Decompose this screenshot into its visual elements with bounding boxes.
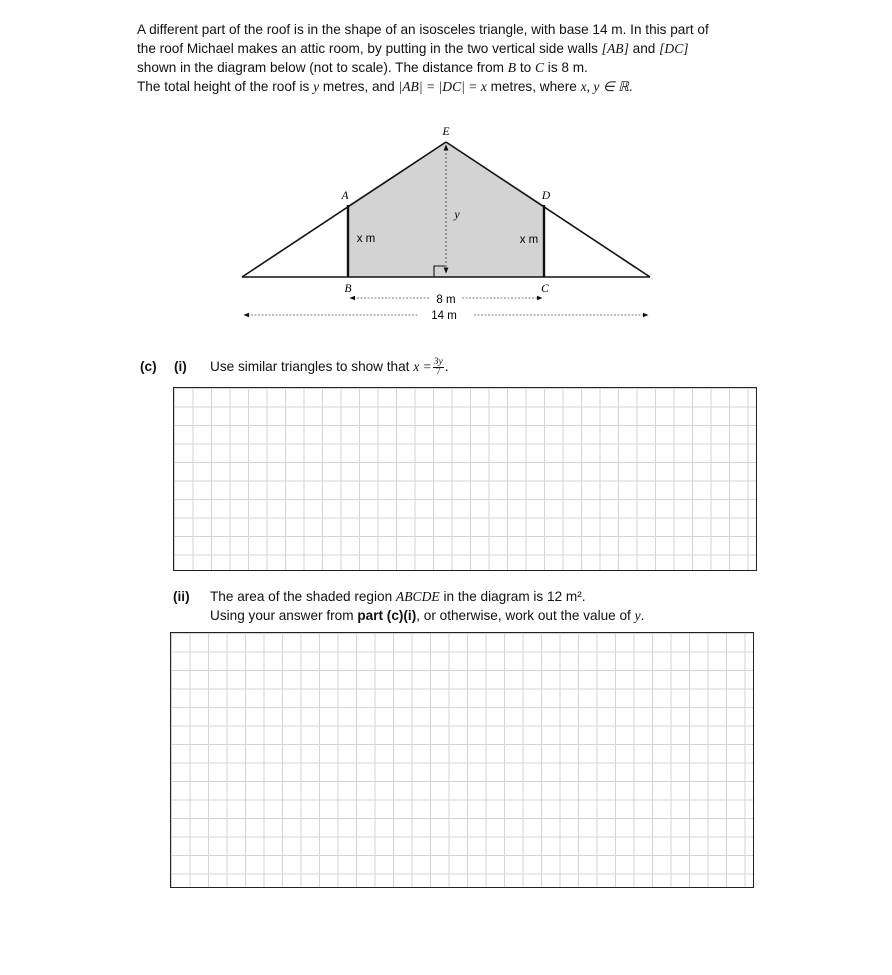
label-a: A xyxy=(341,190,349,202)
label-c: (c) xyxy=(140,359,157,374)
question-c-ii-line-2 xyxy=(210,606,644,625)
intro-line-4-text: The total height of the roof is xyxy=(137,79,314,94)
question-c-ii-line-2-rest: , or otherwise, work out the value of xyxy=(416,608,635,623)
label-8m: 8 m xyxy=(436,294,456,306)
question-c-i-text xyxy=(210,357,449,377)
question-c-ii-line-2-end: . xyxy=(640,608,645,623)
domain-set: x, y ∈ ℝ xyxy=(580,79,629,94)
equation-lhs: x = xyxy=(413,359,432,374)
question-c-ii-line-1 xyxy=(210,587,586,606)
label-b: B xyxy=(344,283,352,295)
question-c-i-prompt: Use similar triangles to show that xyxy=(210,359,414,374)
question-c-ii-area: in the diagram is 12 m² xyxy=(439,589,582,604)
question-c-i-end: . xyxy=(444,359,449,374)
answer-grid-c-i[interactable] xyxy=(173,387,757,571)
intro-line-1-text: A different part of the roof is in the shape of an isosceles triangle, with base 14 m. In this part of xyxy=(137,22,709,37)
intro-line-4-where: metres, where xyxy=(486,79,581,94)
segment-dc: [DC] xyxy=(659,41,689,56)
label-d: D xyxy=(541,190,551,202)
fraction-denominator: 7 xyxy=(435,366,441,377)
label-c: C xyxy=(541,283,549,295)
label-e: E xyxy=(442,126,450,138)
intro-line-3-text: shown in the diagram below (not to scale). The distance from xyxy=(137,60,508,75)
length-equation: |AB| = |DC| = x xyxy=(398,79,487,94)
intro-line-4 xyxy=(137,77,777,96)
label-ii: (ii) xyxy=(173,589,190,604)
var-y-inline-2: y xyxy=(634,608,641,623)
fraction-numerator: 3y xyxy=(433,356,443,367)
question-c-i xyxy=(140,357,840,379)
intro-line-4-end: . xyxy=(628,79,633,94)
point-b-inline: B xyxy=(507,60,517,75)
label-xm-left: x m xyxy=(356,233,376,245)
intro-line-3-end: is 8 m. xyxy=(544,60,588,75)
label-y: y xyxy=(454,207,460,221)
segment-ab: [AB] xyxy=(601,41,629,56)
var-y-inline: y xyxy=(313,79,320,94)
fraction-3y-over-7 xyxy=(433,358,444,377)
intro-line-4-and: metres, and xyxy=(319,79,399,94)
intro-line-3 xyxy=(137,58,777,77)
question-c-ii-line-2-text: Using your answer from xyxy=(210,608,358,623)
point-c-inline: C xyxy=(534,60,545,75)
answer-grid-c-ii[interactable] xyxy=(170,632,754,888)
label-xm-right: x m xyxy=(519,234,539,246)
question-c-ii-line-1-text: The area of the shaded region xyxy=(210,589,396,604)
intro-line-2-text: the roof Michael makes an attic room, by putting in the two vertical side walls xyxy=(137,41,602,56)
intro-text xyxy=(137,20,777,96)
label-i: (i) xyxy=(174,359,187,374)
label-14m: 14 m xyxy=(431,310,457,322)
question-c-ii-line-1-end: . xyxy=(581,589,586,604)
intro-line-1 xyxy=(137,20,777,39)
question-c-ii xyxy=(173,587,853,627)
intro-line-3-to: to xyxy=(516,60,535,75)
intro-line-2-and: and xyxy=(628,41,660,56)
intro-line-2 xyxy=(137,39,777,58)
region-abcde: ABCDE xyxy=(395,589,440,604)
part-reference: part (c)(i) xyxy=(357,608,417,623)
